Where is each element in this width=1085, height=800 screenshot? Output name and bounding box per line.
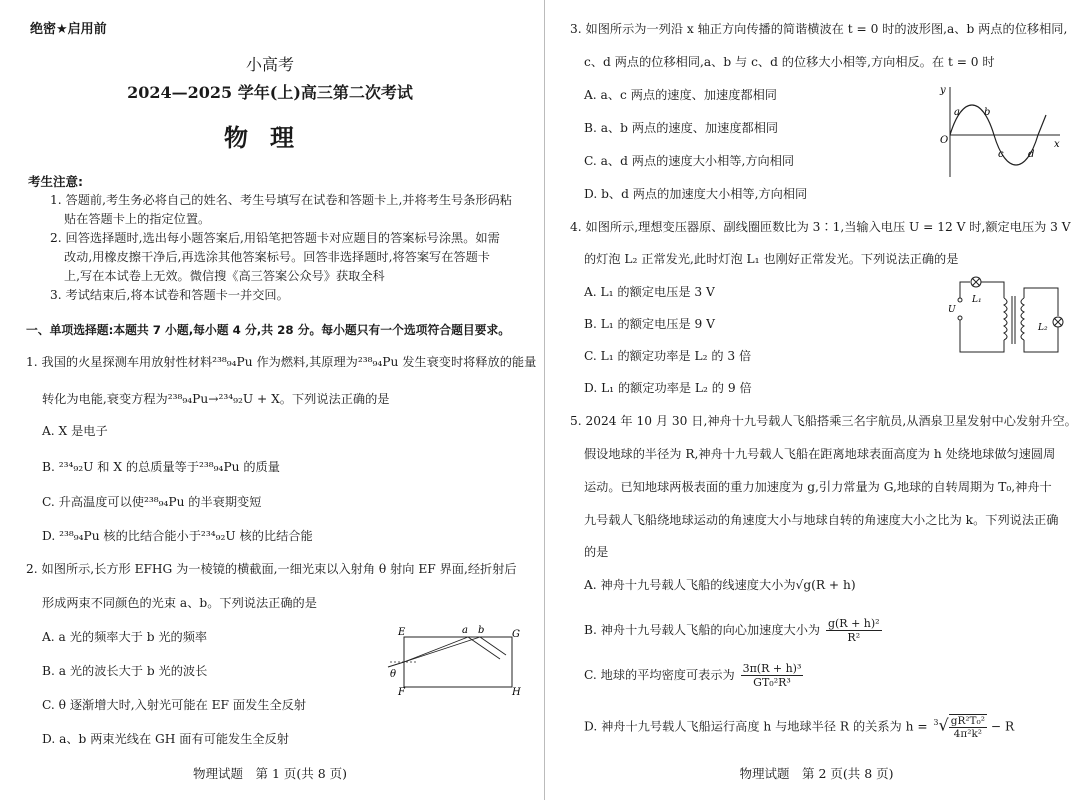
label-a: a [954, 107, 960, 118]
q4-option-a: A. L₁ 的额定电压是 3 V [584, 285, 715, 299]
label-origin: O [940, 135, 949, 146]
q5-option-c-fraction [741, 662, 804, 689]
label-l2: L₂ [1038, 323, 1048, 333]
q5-option-b-numerator: g(R + h)² [827, 617, 880, 630]
q5-option-b-text: B. 神舟十九号载人飞船的向心加速度大小为 [584, 623, 821, 637]
q5-option-b-fraction [826, 617, 882, 644]
q4-option-d: D. L₁ 的额定功率是 L₂ 的 9 倍 [584, 381, 752, 395]
lamp-l2-cross [1054, 318, 1062, 326]
q5-option-d-tail: − R [990, 719, 1015, 734]
terminal-top [958, 298, 962, 302]
label-theta: θ [390, 669, 397, 680]
q5-option-c-text: C. 地球的平均密度可表示为 [584, 668, 735, 682]
q4-stem-2: 的灯泡 L₂ 正常发光,此时灯泡 L₁ 也刚好正常发光。下列说法正确的是 [584, 252, 959, 266]
q5-option-c-denominator: GT₀²R³ [753, 676, 791, 689]
q4-option-b: B. L₁ 的额定电压是 9 V [584, 317, 715, 331]
label-u: U [948, 305, 956, 315]
q4-option-c: C. L₁ 的额定功率是 L₂ 的 3 倍 [584, 349, 752, 363]
notice-1b: 贴在答题卡上的指定位置。 [64, 212, 211, 226]
primary-wire-right [981, 282, 1004, 298]
q1-option-d: D. ²³⁸₉₄Pu 核的比结合能小于²³⁴₉₂U 核的比结合能 [42, 529, 313, 543]
q5-stem-2: 假设地球的半径为 R,神舟十九号载人飞船在距离地球表面高度为 h 处绕地球做匀速圆周 [584, 447, 1056, 461]
q2-option-a: A. a 光的频率大于 b 光的频率 [42, 630, 208, 644]
ray-b [404, 637, 480, 662]
ray-b-reflect [480, 637, 506, 655]
q3-stem-1: 3. 如图所示为一列沿 x 轴正方向传播的简谐横波在 t = 0 时的波形图,a、b 两点的位移相同, [570, 22, 1068, 36]
q1-option-b: B. ²³⁴₉₂U 和 X 的总质量等于²³⁸₉₄Pu 的质量 [42, 460, 280, 474]
label-l1: L₁ [972, 295, 982, 305]
q3-option-d: D. b、d 两点的加速度大小相等,方向相同 [584, 187, 808, 201]
exam-org: 小高考 [245, 55, 294, 74]
label-c: c [998, 149, 1004, 160]
subject-title: 物理 [224, 123, 316, 152]
secondary-coil [1021, 298, 1024, 340]
q5-option-d-fraction [949, 714, 987, 740]
transformer-diagram [948, 278, 1068, 358]
secondary-wire-top [1024, 288, 1058, 316]
page-2 [548, 0, 1085, 800]
q5-option-d-denominator: 4π²k² [953, 728, 983, 740]
label-y: y [940, 85, 946, 96]
radical-icon: √ [938, 715, 949, 735]
notice-2b: 改动,用橡皮擦干净后,再选涂其他答案标号。回答非选择题时,将答案写在答题卡 [64, 250, 490, 264]
q3-option-b: B. a、b 两点的速度、加速度都相同 [584, 121, 779, 135]
q5-option-d-text: D. 神舟十九号载人飞船运行高度 h 与地球半径 R 的关系为 h = [584, 719, 928, 734]
prism-diagram [388, 625, 523, 697]
confidential-label: 绝密★启用前 [30, 22, 107, 37]
q1-stem-1: 1. 我国的火星探测车用放射性材料²³⁸₉₄Pu 作为燃料,其原理为²³⁸₉₄Pu 发生衰变时将释放的能量 [26, 355, 537, 369]
label-a: a [462, 625, 468, 636]
q5-stem-1: 5. 2024 年 10 月 30 日,神舟十九号载人飞船搭乘三名宇航员,从酒泉卫星发射中心发射升空。 [570, 414, 1077, 428]
q3-option-c: C. a、d 两点的速度大小相等,方向相同 [584, 154, 795, 168]
page-1-footer: 物理试题 第 1 页(共 8 页) [192, 766, 348, 781]
notice-title: 考生注意: [28, 174, 83, 189]
primary-wire-bottom [960, 320, 1004, 352]
q5-option-b [584, 617, 882, 644]
notice-3: 3. 考试结束后,将本试卷和答题卡一并交回。 [50, 288, 289, 302]
primary-coil [1004, 298, 1007, 340]
q5-option-d-root-index: 3 [933, 718, 939, 728]
ray-a [404, 637, 468, 662]
q3-stem-2: c、d 两点的位移相同,a、b 与 c、d 的位移大小相等,方向相反。在 t = 0 时 [584, 55, 995, 69]
q1-stem-2: 转化为电能,衰变方程为²³⁸₉₄Pu→²³⁴₉₂U + X。下列说法正确的是 [42, 392, 390, 406]
q2-option-b: B. a 光的波长大于 b 光的波长 [42, 664, 208, 678]
q5-stem-4: 九号载人飞船绕地球运动的角速度大小与地球自转的角速度大小之比为 k。下列说法正确 [584, 513, 1059, 527]
q2-stem-1: 2. 如图所示,长方形 EFHG 为一棱镜的横截面,一细光束以入射角 θ 射向 EF 界面,经折射后 [26, 562, 517, 576]
incident-ray [388, 662, 404, 667]
q2-option-d: D. a、b 两束光线在 GH 面有可能发生全反射 [42, 732, 289, 746]
q4-stem-1: 4. 如图所示,理想变压器原、副线圈匝数比为 3∶1,当输入电压 U = 12 V 时,额定电压为 3 V [570, 220, 1071, 234]
lamp-l1-cross [972, 278, 980, 286]
exam-title: 2024—2025 学年(上)高三第二次考试 [127, 83, 413, 102]
q3-option-a: A. a、c 两点的速度、加速度都相同 [584, 88, 777, 102]
q5-option-b-denominator: R² [847, 631, 861, 644]
label-g: G [512, 629, 520, 640]
q5-option-d [584, 714, 1014, 740]
q1-option-c: C. 升高温度可以使²³⁸₉₄Pu 的半衰期变短 [42, 495, 262, 509]
primary-wire-top [960, 282, 970, 298]
label-d: d [1028, 149, 1035, 160]
q5-option-c-numerator: 3π(R + h)³ [742, 662, 802, 675]
q1-option-a: A. X 是电子 [42, 424, 108, 438]
notice-2c: 上,写在本试卷上无效。微信搜《高三答案公众号》获取全科 [64, 269, 385, 283]
page-1 [0, 0, 540, 800]
label-e: E [398, 627, 406, 638]
label-x: x [1054, 139, 1060, 150]
label-f: F [398, 687, 405, 698]
q2-option-c: C. θ 逐渐增大时,入射光可能在 EF 面发生全反射 [42, 698, 307, 712]
notice-2a: 2. 回答选择题时,选出每小题答案后,用铅笔把答题卡对应题目的答案标号涂黑。如需 [50, 231, 500, 245]
page-divider [544, 0, 545, 800]
q2-stem-2: 形成两束不同颜色的光束 a、b。下列说法正确的是 [42, 596, 317, 610]
q5-stem-5: 的是 [584, 545, 609, 559]
page-2-footer: 物理试题 第 2 页(共 8 页) [739, 766, 894, 781]
q5-option-a: A. 神舟十九号载人飞船的线速度大小为√g(R + h) [584, 578, 856, 592]
label-b: b [984, 107, 991, 118]
q5-option-d-numerator: gR²T₀² [950, 715, 985, 727]
q5-stem-3: 运动。已知地球两极表面的重力加速度为 g,引力常量为 G,地球的自转周期为 T₀,神舟十 [584, 480, 1052, 494]
terminal-bottom [958, 316, 962, 320]
notice-1a: 1. 答题前,考生务必将自己的姓名、考生号填写在试卷和答题卡上,并将考生号条形码粘 [50, 193, 512, 207]
label-h: H [512, 687, 521, 698]
q5-option-c [584, 662, 803, 689]
label-b: b [478, 625, 485, 636]
wave-diagram [938, 85, 1063, 180]
section-1-heading: 一、单项选择题:本题共 7 小题,每小题 4 分,共 28 分。每小题只有一个选项符合题目要求。 [26, 323, 511, 337]
